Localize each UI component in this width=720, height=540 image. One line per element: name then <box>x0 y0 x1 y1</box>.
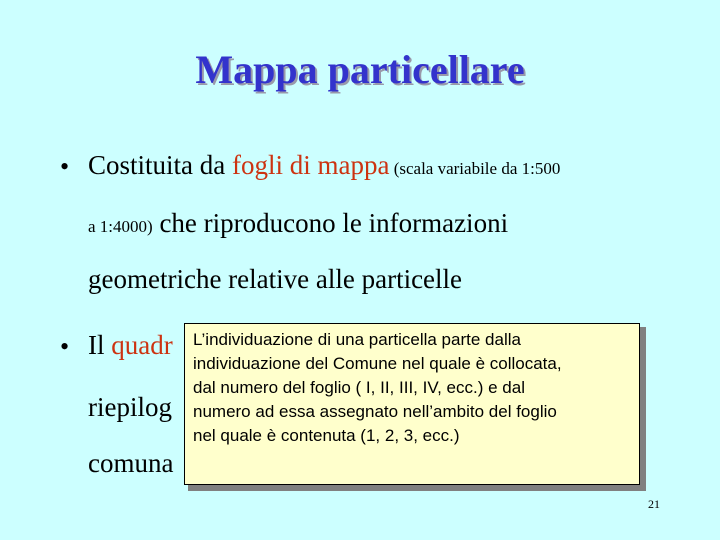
callout-box <box>184 323 640 485</box>
callout-line: L’individuazione di una particella parte dalla <box>193 330 521 349</box>
bullet1-line2 <box>88 208 508 239</box>
bullet1-scale-note-cont: a 1:4000) <box>88 217 153 236</box>
bullet-marker: • <box>60 332 70 361</box>
bullet1-text-cont: che riproducono le informazioni <box>152 208 509 238</box>
page-number: 21 <box>648 497 660 511</box>
bullet2-line3: comuna <box>88 448 174 478</box>
bullet1-highlight: fogli di mappa <box>232 150 390 180</box>
bullet2-text: Il <box>88 330 112 360</box>
bullet2-highlight: quadr <box>111 330 173 360</box>
callout-line: nel quale è contenuta (1, 2, 3, ecc.) <box>193 426 460 445</box>
bullet1-line3: geometriche relative alle particelle <box>88 264 463 294</box>
bullet2-line1 <box>88 330 173 361</box>
callout-line: numero ad essa assegnato nell’ambito del foglio <box>193 402 557 421</box>
callout-line: individuazione del Comune nel quale è collocata, <box>193 354 562 373</box>
bullet1-scale-note: (scala variabile da 1:500 <box>389 159 561 178</box>
callout-line: dal numero del foglio ( I, II, III, IV, ecc.) e dal <box>193 378 525 397</box>
slide-title: Mappa particellare <box>195 47 525 92</box>
bullet2-line2: riepilog <box>88 392 172 422</box>
bullet1-line1 <box>88 150 560 181</box>
bullet-marker: • <box>60 152 70 181</box>
bullet1-text: Costituita da <box>88 150 232 180</box>
